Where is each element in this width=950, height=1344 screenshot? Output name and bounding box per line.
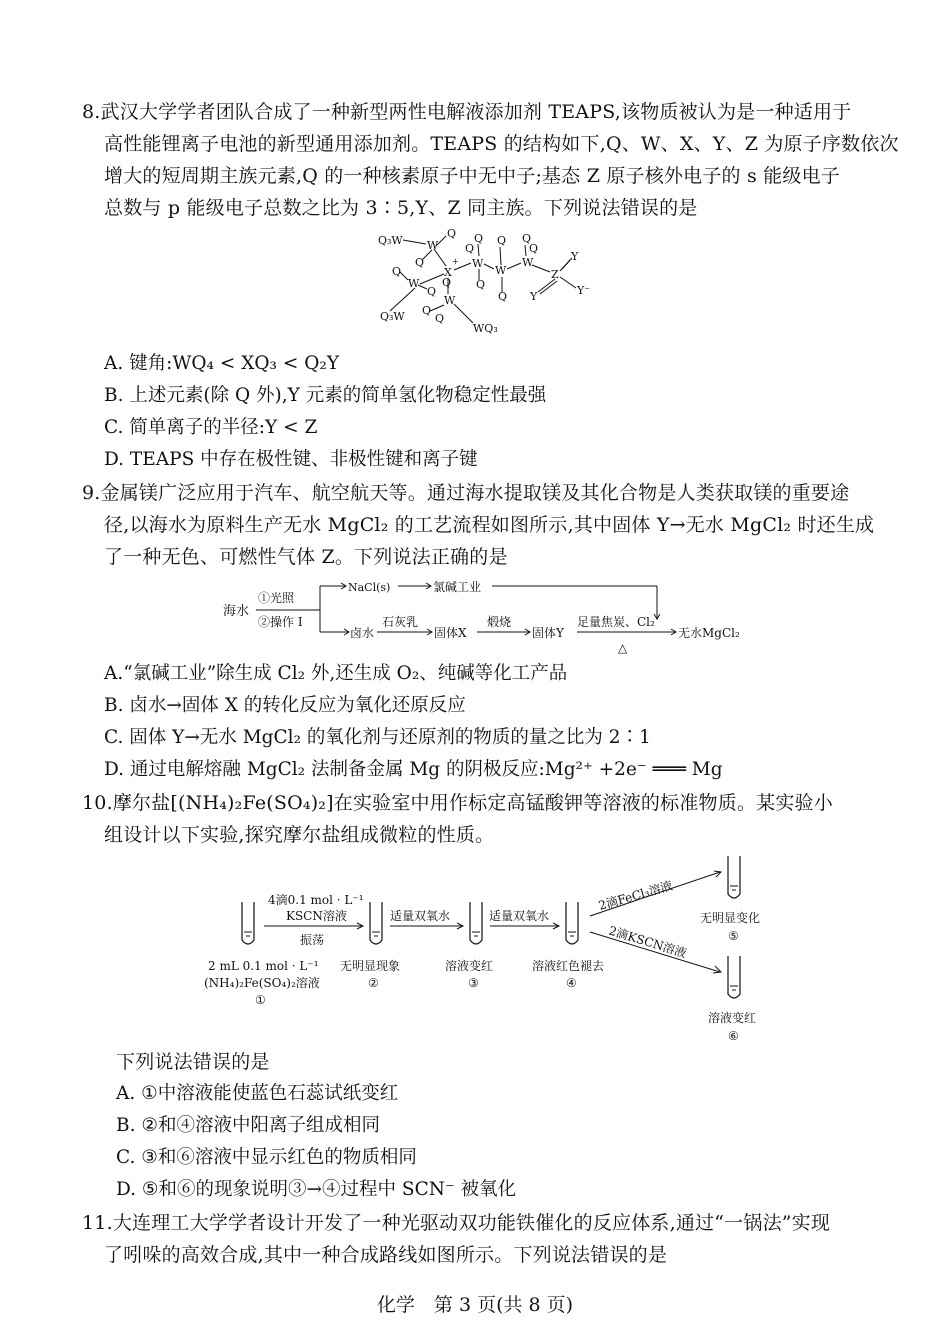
flow-calcine: 煅烧: [487, 615, 512, 629]
reagent-fecl3: 2滴FeCl₃溶液: [596, 878, 675, 913]
reagent-shake: 振荡: [300, 933, 325, 947]
flow-coke-cl2: 足量焦炭、Cl₂: [577, 615, 655, 629]
atom: Q₃W: [378, 234, 403, 247]
q8-line-1: 8.武汉大学学者团队合成了一种新型两性电解液添加剂 TEAPS,该物质被认为是一种适用于: [82, 101, 852, 123]
test-tube-5: [728, 856, 740, 898]
tube6-label: 溶液变红: [708, 1011, 757, 1025]
atom: Q: [476, 278, 486, 291]
q10-line-1: 10.摩尔盐[(NH₄)₂Fe(SO₄)₂]在实验室中用作标定高锰酸钾等溶液的标准物质。某实验小: [82, 792, 833, 814]
atom: Q: [529, 242, 539, 255]
test-tube-6: [728, 956, 740, 998]
tube5-number: ⑤: [728, 929, 739, 943]
flow-heat: △: [618, 641, 628, 654]
atom: W: [495, 264, 507, 277]
q11-line-1: 11.大连理工大学学者设计开发了一种光驱动双功能铁催化的反应体系,通过“一锅法”实现: [82, 1212, 831, 1234]
atom: Q: [465, 242, 475, 255]
reagent-kscn-2: 2滴KSCN溶液: [607, 923, 689, 961]
q8-option-d[interactable]: D. TEAPS 中存在极性键、非极性键和离子键: [104, 449, 478, 470]
atom: WQ₃: [473, 322, 498, 335]
q8-option-a[interactable]: A. 键角:WQ₄ < XQ₃ < Q₂Y: [104, 353, 340, 374]
atom: Q: [522, 232, 532, 245]
flow-step1-top: ①光照: [258, 591, 295, 605]
atom: Y: [571, 250, 579, 263]
tube1-label-solution: (NH₄)₂Fe(SO₄)₂溶液: [204, 976, 320, 990]
test-tube-1: [242, 902, 254, 944]
q8-option-b[interactable]: B. 上述元素(除 Q 外),Y 元素的简单氢化物稳定性最强: [104, 385, 547, 406]
mgcl2-process-flow-diagram: [220, 574, 760, 654]
atom: Q: [447, 227, 457, 240]
tube3-number: ③: [468, 976, 479, 990]
atom: W: [427, 239, 439, 252]
atom: W: [472, 257, 484, 270]
tube5-label: 无明显变化: [700, 911, 761, 925]
atom: Q: [415, 256, 425, 269]
flow-solid-y: 固体Y: [532, 626, 564, 640]
tube3-label: 溶液变红: [445, 959, 494, 973]
atom: Q: [498, 290, 508, 303]
q10-option-b[interactable]: B. ②和④溶液中阳离子组成相同: [116, 1115, 380, 1136]
reagent-h2o2-2: 适量双氧水: [489, 909, 550, 923]
flow-solid-x: 固体X: [434, 626, 467, 640]
flow-brine: 卤水: [350, 626, 375, 640]
q9-option-d[interactable]: D. 通过电解熔融 MgCl₂ 法制备金属 Mg 的阴极反应:Mg²⁺ +2e⁻ ═══ Mg: [104, 759, 723, 780]
tube1-label-conc: 2 mL 0.1 mol · L⁻¹: [208, 959, 319, 973]
flow-lime: 石灰乳: [382, 615, 419, 629]
mohr-salt-experiment-diagram: [200, 852, 800, 1047]
q10-option-a[interactable]: A. ①中溶液能使蓝色石蕊试纸变红: [116, 1083, 399, 1104]
q10-line-2: 组设计以下实验,探究摩尔盐组成微粒的性质。: [104, 824, 495, 846]
tube4-number: ④: [566, 976, 577, 990]
atom: Q: [392, 265, 402, 278]
atom: Q: [422, 304, 432, 317]
atom: Q: [474, 232, 484, 245]
atom: Q: [427, 285, 437, 298]
q10-option-c[interactable]: C. ③和⑥溶液中显示红色的物质相同: [116, 1147, 417, 1168]
tube4-label: 溶液红色褪去: [532, 959, 605, 973]
atom: X: [444, 266, 452, 279]
q11-line-2: 了吲哚的高效合成,其中一种合成路线如图所示。下列说法错误的是: [104, 1244, 668, 1266]
flow-chlor-alkali: 氯碱工业: [433, 580, 482, 594]
atom: Z: [551, 268, 559, 281]
q8-line-4: 总数与 p 能级电子总数之比为 3∶5,Y、Z 同主族。下列说法错误的是: [104, 197, 698, 219]
atom: Q₃W: [380, 310, 405, 323]
q9-line-2: 径,以海水为原料生产无水 MgCl₂ 的工艺流程如图所示,其中固体 Y→无水 MgCl₂ 时还生成: [104, 514, 875, 536]
atom: Y: [530, 290, 538, 303]
flow-step1-bottom: ②操作 I: [258, 615, 303, 629]
atom: Q: [435, 312, 445, 325]
atom: +: [452, 257, 459, 266]
atom: W: [522, 256, 534, 269]
reagent-kscn: KSCN溶液: [286, 909, 347, 923]
atom: Q: [497, 234, 507, 247]
q10-option-d[interactable]: D. ⑤和⑥的现象说明③→④过程中 SCN⁻ 被氧化: [116, 1179, 517, 1200]
q8-option-c[interactable]: C. 简单离子的半径:Y < Z: [104, 417, 318, 438]
reagent-h2o2-1: 适量双氧水: [390, 909, 451, 923]
flow-seawater: 海水: [223, 604, 250, 619]
q9-option-c[interactable]: C. 固体 Y→无水 MgCl₂ 的氧化剂与还原剂的物质的量之比为 2∶1: [104, 727, 651, 748]
atom: Y⁻: [577, 284, 591, 297]
atom: W: [408, 277, 420, 290]
test-tube-3: [470, 902, 482, 944]
tube1-number: ①: [255, 993, 266, 1007]
q8-line-2: 高性能锂离子电池的新型通用添加剂。TEAPS 的结构如下,Q、W、X、Y、Z 为原子序数依次: [104, 133, 899, 155]
q9-option-b[interactable]: B. 卤水→固体 X 的转化反应为氧化还原反应: [104, 695, 466, 716]
q9-line-3: 了一种无色、可燃性气体 Z。下列说法正确的是: [104, 546, 508, 568]
flow-product: 无水MgCl₂: [678, 626, 740, 640]
q10-prompt: 下列说法错误的是: [116, 1051, 270, 1073]
test-tube-4: [566, 902, 578, 944]
atom: W: [444, 294, 456, 307]
q9-line-1: 9.金属镁广泛应用于汽车、航空航天等。通过海水提取镁及其化合物是人类获取镁的重要途: [82, 482, 850, 504]
q9-option-a[interactable]: A.“氯碱工业”除生成 Cl₂ 外,还生成 O₂、纯碱等化工产品: [104, 663, 568, 684]
atom: Q: [442, 276, 452, 289]
q8-line-3: 增大的短周期主族元素,Q 的一种核素原子中无中子;基态 Z 原子核外电子的 s 能级电子: [104, 165, 840, 187]
tube2-number: ②: [368, 976, 379, 990]
test-tube-2: [370, 902, 382, 944]
tube6-number: ⑥: [728, 1029, 739, 1043]
reagent-kscn-conc: 4滴0.1 mol · L⁻¹: [268, 893, 364, 907]
flow-nacl: NaCl(s): [348, 581, 391, 594]
page-footer: 化学 第 3 页(共 8 页): [376, 1294, 574, 1316]
teaps-structure-diagram: [370, 222, 610, 340]
tube2-label: 无明显现象: [340, 959, 401, 973]
